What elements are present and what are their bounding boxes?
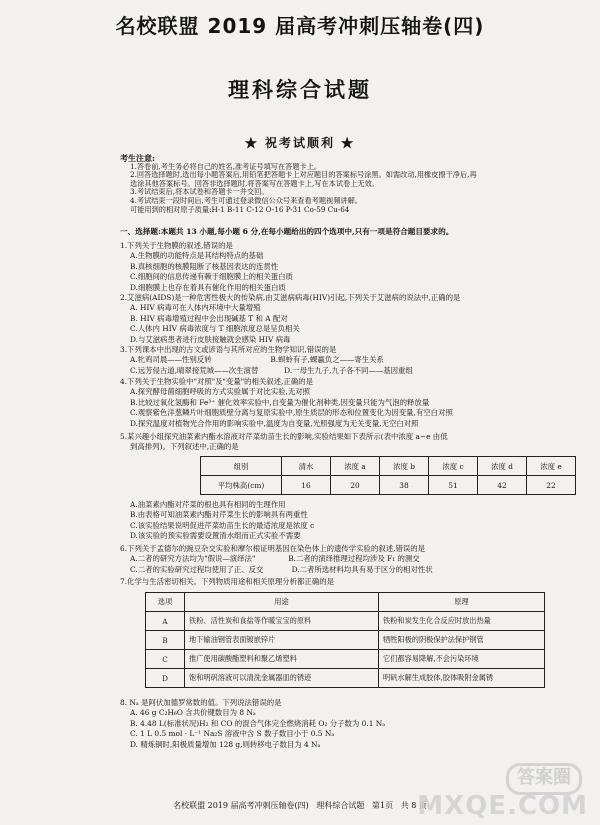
option: A.牝鸡司晨——性别反转 B.螟蛉有子,蜾蠃负之——寄生关系 [130, 355, 384, 365]
option: B. HIV 病毒增殖过程中会出现碱基 T 和 A 配对 [130, 313, 288, 323]
table-header: 浓度 b [380, 457, 429, 476]
option: C.二者的实验研究过程均使用了正、反交 D.二者所选材料均具有易于区分的相对性状 [130, 564, 433, 574]
question-stem: 4.下列关于生物实验中"对照"及"变量"的相关叙述,正确的是 [120, 377, 313, 386]
page-footer: 名校联盟 2019 届高考冲刺压轴卷(四) 理科综合试题 第1页 共 8 页 [173, 801, 427, 810]
table-cell: 20 [331, 476, 380, 495]
option: B. 4.48 L(标准状况)H₂ 和 CO 的混合气体完全燃烧消耗 O₂ 分子数为 0.1 Nₐ [130, 718, 386, 728]
plant-height-table [200, 456, 576, 495]
option: A. HIV 病毒可在人体内环境中大量增殖 [130, 303, 261, 313]
table-header: 清水 [282, 457, 331, 476]
table-header: 浓度 c [429, 457, 478, 476]
option: A.油菜素内酯对芹菜的根也具有相同的生理作用 [130, 500, 286, 509]
option: C. 1 L 0.5 mol · L⁻¹ Na₂S 溶液中含 S 数子数目小于 0.5 Nₐ [130, 729, 335, 739]
option: B.由表格可知油菜素内酯对芹菜生长的影响具有两重性 [130, 510, 308, 520]
option: C.人体内 HIV 病毒浓度与 T 细胞浓度总是呈负相关 [130, 324, 300, 334]
option: C.该实验结果说明促进芹菜幼苗生长的最适浓度是浓度 c [130, 520, 315, 530]
notice-line: 1.答卷前,考生务必将自己的姓名,准考证号填写在答题卡上。 [130, 162, 322, 171]
question-8 [120, 698, 560, 750]
table-cell: 38 [380, 476, 429, 495]
table-cell: D [146, 669, 185, 688]
table-header: 浓度 a [331, 457, 380, 476]
question-stem: 6.下列关于孟德尔的豌豆杂交实验和摩尔根证明基因在染色体上的遗传学实验的叙述,错误的是 [120, 544, 426, 553]
table-header: 原理 [379, 593, 545, 612]
question-5 [120, 432, 560, 453]
option: A.生物膜的功能特点是其结构特点的基础 [130, 251, 264, 261]
question-6 [120, 544, 560, 575]
chemistry-table [145, 592, 545, 688]
table-cell: 42 [478, 476, 527, 495]
option: B.比较过氧化氢酶和 Fe³⁺ 催化效率实验中,自变量为催化剂种类,因变量只能为气泡的释放量 [130, 397, 430, 407]
option: C.细胞间的信息传递有赖于细胞膜上的相关蛋白质 [130, 272, 293, 282]
section-heading: 一、选择题:本题共 13 小题,每小题 6 分,在每小题给出的四个选项中,只有一项是符合题目要求的。 [120, 227, 454, 236]
table-cell: C [146, 650, 185, 669]
table-cell: 饱和明矾溶液可以清洗金属器皿的锈迹 [185, 669, 379, 688]
question-3 [120, 345, 560, 376]
question-stem: 8. Nₐ 是阿伏加德罗常数的值。下列说法错误的是 [120, 698, 282, 707]
watermark: MXQE.COM [417, 791, 588, 821]
table-header: 浓度 e [527, 457, 576, 476]
table-cell: 推广使用碳酸酯塑料和聚乙烯塑料 [185, 650, 379, 669]
option: C.远芳侵古道,晴翠接荒城——次生演替 D.一母生九子,九子各不同——基因重组 [130, 365, 413, 375]
question-stem: 2.艾滋病(AIDS)是一种危害性极大的传染病,由艾滋病病毒(HIV)引起,下列关于艾滋病的说法中,正确的是 [120, 293, 461, 302]
question-5-options [120, 500, 560, 542]
table-header: 用途 [185, 593, 379, 612]
notice-title: 考生注意: [120, 153, 155, 163]
table-cell: A [146, 612, 185, 631]
table-cell: 铁粉和炭发生化合反应时放出热量 [379, 612, 545, 631]
question-stem: 到高排列)。下列叙述中,正确的是 [130, 442, 239, 452]
option: C.观察紫色洋葱鳞片叶细胞质壁分离与复原实验中,原生质层的形态和位置变化为因变量,有空白对照 [130, 408, 453, 418]
question-stem: 1.下列关于生物膜的叙述,错误的是 [120, 241, 233, 250]
table-cell: 16 [282, 476, 331, 495]
table-cell: B [146, 631, 185, 650]
notice-block [120, 154, 550, 214]
option: D.探究温度对植物光合作用的影响实验中,温度为自变量,光照强度为无关变量,无空白对照 [130, 418, 419, 428]
notice-line: 2.回答选择题时,选出每小题答案后,用铅笔把答题卡上对应题目的答案标号涂黑。如需改动,用橡皮擦干净后,再 [130, 171, 477, 180]
table-header: 组别 [201, 457, 282, 476]
exam-title: 名校联盟 2019 届高考冲刺压轴卷(四) [115, 14, 485, 38]
watermark-badge: 答案圈 [506, 763, 582, 795]
question-stem: 7.化学与生活密切相关。下列物质用途和相关原理分析都正确的是 [120, 577, 334, 586]
option: B.真核细胞的核膜阻断了核基因表达的连贯性 [130, 261, 279, 271]
option: D. 精炼铜时,阳极质量增加 128 g,则转移电子数目为 4 Nₐ [130, 739, 321, 749]
table-cell: 明矾水解生成胶体,胶体吸附金属锈 [379, 669, 545, 688]
table-cell: 牺牲阳极的阴极保护法保护钢管 [379, 631, 545, 650]
table-cell: 地下输油钢管表面镀嵌锌片 [185, 631, 379, 650]
question-stem: 5.某兴趣小组探究油菜素内酯水溶液对芹菜幼苗生长的影响,实验结果如下表所示(表中浓度 a~e 由低 [120, 432, 448, 441]
notice-line: 4.考试结束一段时间后,考生可通过登录微信公众号来查看考题视频讲解。 [130, 196, 362, 205]
table-cell: 22 [527, 476, 576, 495]
notice-line: 选涂其他答案标号。回答非选择题时,将答案写在答题卡上,写在本试卷上无效。 [130, 179, 379, 188]
table-header: 浓度 d [478, 457, 527, 476]
option: A.探究酵母菌细胞呼吸的方式实验属于对比实验,无对照 [130, 387, 311, 397]
option: A. 46 g C₂H₆O 含共价键数目为 8 Nₐ [130, 708, 256, 718]
table-cell: 51 [429, 476, 478, 495]
question-1 [120, 241, 560, 293]
option: A.二者的研究方法均为"假说—演绎法" B.二者的演绎推理过程均涉及 F₁ 的测交 [130, 554, 420, 564]
question-4 [120, 377, 560, 429]
subject-title: 理科综合试题 [228, 78, 372, 102]
question-7 [120, 577, 560, 587]
question-2 [120, 293, 560, 345]
question-stem: 3.下列课本中出现的古文或谚语与其所对应的生物学知识,错误的是 [120, 345, 337, 354]
option: D.细胞膜上也存在着具有催化作用的相关蛋白质 [130, 282, 286, 292]
table-cell: 铁粉、活性炭和食盐等作暖宝宝的原料 [185, 612, 379, 631]
atomic-mass-line: 可能用到的相对原子质量:H-1 B-11 C-12 O-16 P-31 Co-59 Cu-64 [130, 205, 350, 214]
notice-line: 3.考试结束后,将本试卷和答题卡一并交回。 [130, 188, 269, 197]
table-header: 选项 [146, 593, 185, 612]
option: D.与艾滋病患者进行皮肤接触就会感染 HIV 病毒 [130, 334, 291, 344]
wish-line: ★ 祝考试顺利 ★ [244, 136, 356, 150]
row-label: 平均株高(cm) [201, 476, 282, 495]
option: D.该实验的预实验需要设置清水组而正式实验不需要 [130, 531, 301, 541]
table-cell: 它们都容易降解,不会污染环境 [379, 650, 545, 669]
